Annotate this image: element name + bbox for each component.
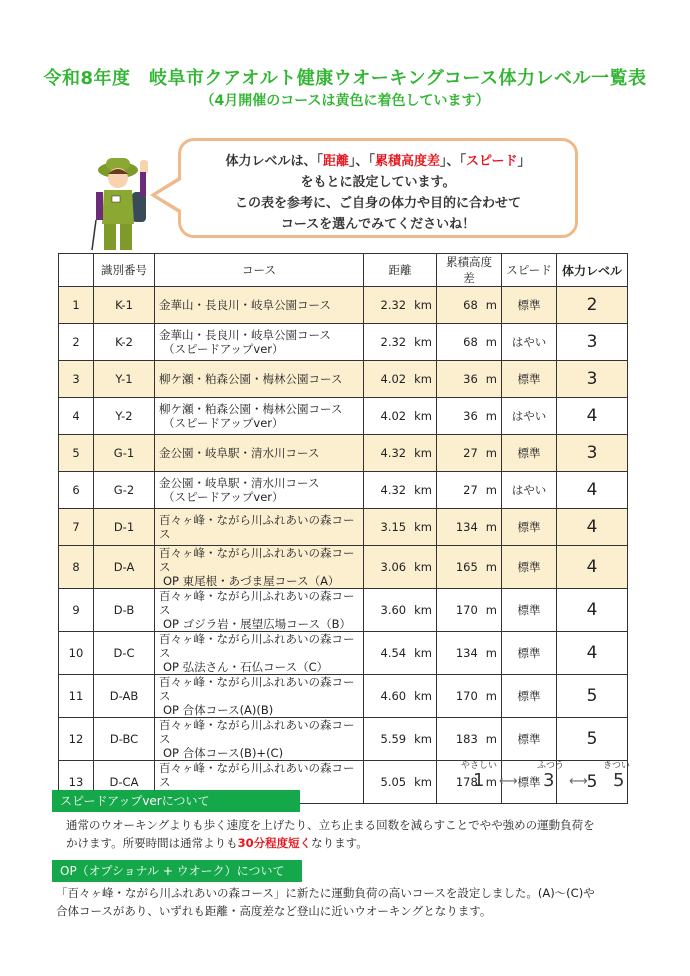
row-number: 11 [59,675,94,718]
course-name [155,398,364,435]
course-name-line-2: OP 東尾根・あづま屋コース（A） [163,574,340,588]
row-number: 3 [59,361,94,398]
course-name [155,632,364,675]
table-row [59,632,628,675]
table-row [59,472,628,509]
elevation-unit: m [485,520,497,534]
course-id: Y-2 [94,398,155,435]
fitness-level: 2 [557,287,628,324]
distance-unit: km [414,446,432,460]
elevation-value: 165 [455,560,478,574]
fitness-level: 3 [557,324,628,361]
course-name-line-1: 百々ヶ峰・ながら川ふれあいの森コース [159,761,355,789]
scale-hard-label: きつい [603,761,631,771]
elevation-unit: m [485,603,497,617]
course-name [155,361,364,398]
elevation-value: 36 [463,409,478,423]
course-id: K-2 [94,324,155,361]
speech-bubble-tail-inner [156,180,181,210]
course-name-line-2: （スピードアップver） [163,416,284,430]
row-number: 12 [59,718,94,761]
table-header-row [59,254,628,287]
distance-unit: km [414,560,432,574]
course-speed: はやい [502,398,557,435]
bubble-line-1 [181,151,575,172]
course-elevation [437,361,502,398]
speedup-line-2 [66,834,656,852]
course-elevation [437,398,502,435]
bubble-line-4: コースを選んでみてくださいね！ [280,217,476,232]
course-speed: 標準 [502,287,557,324]
elevation-value: 178 [455,775,478,789]
elevation-unit: m [485,483,497,497]
distance-value: 4.32 [380,446,407,460]
fitness-level: 3 [557,361,628,398]
course-distance [364,287,437,324]
course-id: D-BC [94,718,155,761]
course-distance [364,718,437,761]
course-speed: 標準 [502,589,557,632]
course-distance [364,546,437,589]
elevation-value: 27 [463,446,478,460]
distance-unit: km [414,603,432,617]
speedup-text: かけます。所要時間は通常よりも [66,836,238,850]
course-elevation [437,546,502,589]
course-id: K-1 [94,287,155,324]
distance-unit: km [414,689,432,703]
keyword-elevation: 累積高度差 [375,154,441,169]
course-id: Y-1 [94,361,155,398]
course-name [155,324,364,361]
table-row [59,398,628,435]
bubble-text: 」 [517,154,531,169]
scale-normal-value: 3 [543,770,555,791]
course-distance [364,472,437,509]
fitness-level: 4 [557,509,628,546]
distance-unit: km [414,732,432,746]
elevation-unit: m [485,689,497,703]
course-name-line-2: （スピードアップver） [163,490,284,504]
bubble-text: 」、「 [440,154,467,169]
speedup-section-body [66,816,656,852]
fitness-level: 5 [557,761,628,804]
course-distance [364,675,437,718]
course-level-table [58,253,631,804]
distance-value: 4.60 [380,689,407,703]
bubble-line-3: この表を参考に、ご自身の体力や目的に合わせて [234,196,521,211]
course-name [155,435,364,472]
elevation-unit: m [485,335,497,349]
op-line-2: 合体コースがあり、いずれも距離・高度差など登山に近いウオーキングとなります。 [56,904,492,918]
table-row [59,675,628,718]
course-speed: 標準 [502,546,557,589]
elevation-value: 183 [455,732,478,746]
distance-value: 4.32 [380,483,407,497]
header-level: 体力レベル [557,254,628,287]
header-no [59,254,94,287]
bubble-text: 」、「 [348,154,375,169]
scale-easy-label: やさしい [461,761,498,771]
fitness-level: 4 [557,546,628,589]
course-speed: 標準 [502,675,557,718]
fitness-level: 4 [557,589,628,632]
course-speed: 標準 [502,435,557,472]
course-name-line-2: OP ゴジラ岩・展望広場コース（B） [163,617,351,631]
elevation-value: 36 [463,372,478,386]
row-number: 7 [59,509,94,546]
elevation-unit: m [485,409,497,423]
speedup-time-highlight: 30分程度短く [237,836,312,850]
elevation-unit: m [485,298,497,312]
course-elevation [437,472,502,509]
distance-value: 5.05 [380,775,407,789]
course-speed: 標準 [502,718,557,761]
table-row [59,435,628,472]
fitness-level: 5 [557,718,628,761]
table-row [59,324,628,361]
course-name-line-1: 百々ヶ峰・ながら川ふれあいの森コース [159,632,355,660]
course-name-line-1: 金華山・長良川・岐阜公園コース [159,328,331,342]
course-elevation [437,435,502,472]
course-name [155,287,364,324]
elevation-unit: m [485,372,497,386]
row-number: 6 [59,472,94,509]
fitness-level: 3 [557,435,628,472]
distance-value: 4.02 [380,409,407,423]
elevation-value: 27 [463,483,478,497]
elevation-unit: m [485,775,497,789]
course-elevation [437,287,502,324]
course-name-line-1: 金公園・岐阜駅・清水川コース [159,446,320,460]
header-speed: スピード [502,254,557,287]
course-id: D-CA [94,761,155,804]
course-name-line-2: OP 合体コース(B)+(C) [163,746,284,760]
fitness-level: 4 [557,632,628,675]
elevation-value: 68 [463,298,478,312]
header-distance: 距離 [364,254,437,287]
table-row [59,718,628,761]
elevation-unit: m [485,560,497,574]
bubble-line-2: をもとに設定しています。 [300,175,456,190]
header-course: コース [155,254,364,287]
header-elevation: 累積高度差 [437,254,502,287]
course-name [155,675,364,718]
course-id: G-1 [94,435,155,472]
distance-value: 3.15 [380,520,407,534]
fitness-level: 4 [557,472,628,509]
elevation-unit: m [485,446,497,460]
course-id: D-B [94,589,155,632]
elevation-value: 134 [455,646,478,660]
distance-value: 3.60 [380,603,407,617]
elevation-value: 134 [455,520,478,534]
course-elevation [437,718,502,761]
course-name-line-1: 百々ヶ峰・ながら川ふれあいの森コース [159,513,355,541]
course-speed: 標準 [502,761,557,804]
course-distance [364,509,437,546]
course-name-line-2: （スピードアップver） [163,342,284,356]
course-speed: 標準 [502,361,557,398]
keyword-speed: スピード [466,154,518,169]
scale-normal-label: ふつう [537,761,565,771]
speedup-section-header: スピードアップverについて [52,790,300,812]
course-name-line-1: 金公園・岐阜駅・清水川コース [159,476,320,490]
elevation-unit: m [485,732,497,746]
course-name-line-1: 柳ケ瀬・粕森公園・梅林公園コース [159,372,343,386]
page-subtitle: （4月開催のコースは黄色に着色しています） [200,93,490,109]
distance-value: 3.06 [380,560,407,574]
op-section-body [56,884,646,920]
course-distance [364,435,437,472]
course-speed: 標準 [502,509,557,546]
course-id: D-C [94,632,155,675]
row-number: 9 [59,589,94,632]
course-elevation [437,509,502,546]
course-distance [364,324,437,361]
keyword-distance: 距離 [322,154,349,169]
table-row [59,546,628,589]
row-number: 8 [59,546,94,589]
scale-hard-value: 5 [613,770,625,791]
scale-easy-value: 1 [473,770,485,791]
op-section-header: OP（オプショナル + ウオーク）について [52,860,302,882]
course-elevation [437,632,502,675]
course-distance [364,632,437,675]
course-id: G-2 [94,472,155,509]
distance-value: 4.54 [380,646,407,660]
header-id: 識別番号 [94,254,155,287]
double-arrow-icon: ⟷ [499,774,518,789]
table-row [59,287,628,324]
speedup-text: なります。 [311,836,368,850]
course-id: D-AB [94,675,155,718]
speech-bubble [178,138,578,238]
distance-value: 2.32 [380,298,407,312]
course-name-line-2: OP 弘法さん・石仏コース（C） [163,660,329,674]
course-name [155,589,364,632]
elevation-value: 170 [455,603,478,617]
row-number: 2 [59,324,94,361]
distance-unit: km [414,483,432,497]
course-distance [364,361,437,398]
row-number: 1 [59,287,94,324]
row-number: 5 [59,435,94,472]
course-distance [364,761,437,804]
course-name-line-1: 百々ヶ峰・ながら川ふれあいの森コース [159,718,355,746]
course-name-line-1: 百々ヶ峰・ながら川ふれあいの森コース [159,546,355,574]
distance-unit: km [414,372,432,386]
elevation-value: 170 [455,689,478,703]
distance-value: 2.32 [380,335,407,349]
distance-value: 4.02 [380,372,407,386]
course-name-line-1: 百々ヶ峰・ながら川ふれあいの森コース [159,675,355,703]
distance-unit: km [414,298,432,312]
course-name-line-1: 柳ケ瀬・粕森公園・梅林公園コース [159,402,343,416]
course-speed: 標準 [502,632,557,675]
course-speed: はやい [502,324,557,361]
bubble-text: 体力レベルは、「 [225,154,323,169]
distance-unit: km [414,520,432,534]
level-scale-legend [455,758,635,794]
course-elevation [437,589,502,632]
course-name-line-2: OP 合体コース(A)(B) [163,703,274,717]
course-name [155,472,364,509]
course-id: D-A [94,546,155,589]
table-row [59,361,628,398]
course-elevation [437,675,502,718]
course-name [155,546,364,589]
distance-unit: km [414,775,432,789]
course-name [155,718,364,761]
op-line-1: 「百々ヶ峰・ながら川ふれあいの森コース」に新たに運動負荷の高いコースを設定しました。(A)～(C)や [56,886,595,900]
table-row [59,589,628,632]
table-row [59,509,628,546]
fitness-level: 5 [557,675,628,718]
course-id: D-1 [94,509,155,546]
course-distance [364,398,437,435]
course-distance [364,589,437,632]
course-elevation [437,324,502,361]
double-arrow-icon: ⟷ [569,774,588,789]
distance-value: 5.59 [380,732,407,746]
distance-unit: km [414,335,432,349]
row-number: 13 [59,761,94,804]
course-name [155,509,364,546]
distance-unit: km [414,646,432,660]
elevation-unit: m [485,646,497,660]
fitness-level: 4 [557,398,628,435]
row-number: 4 [59,398,94,435]
course-speed: はやい [502,472,557,509]
page-title: 令和8年度 岐阜市クアオルト健康ウオーキングコース体力レベル一覧表 [43,68,647,89]
hiker-character-illustration [88,152,158,252]
course-name-line-1: 百々ヶ峰・ながら川ふれあいの森コース [159,589,355,617]
speedup-line-1: 通常のウオーキングよりも歩く速度を上げたり、立ち止まる回数を減らすことでやや強めの運動負荷を [66,818,595,832]
distance-unit: km [414,409,432,423]
elevation-value: 68 [463,335,478,349]
course-name-line-1: 金華山・長良川・岐阜公園コース [159,298,331,312]
row-number: 10 [59,632,94,675]
